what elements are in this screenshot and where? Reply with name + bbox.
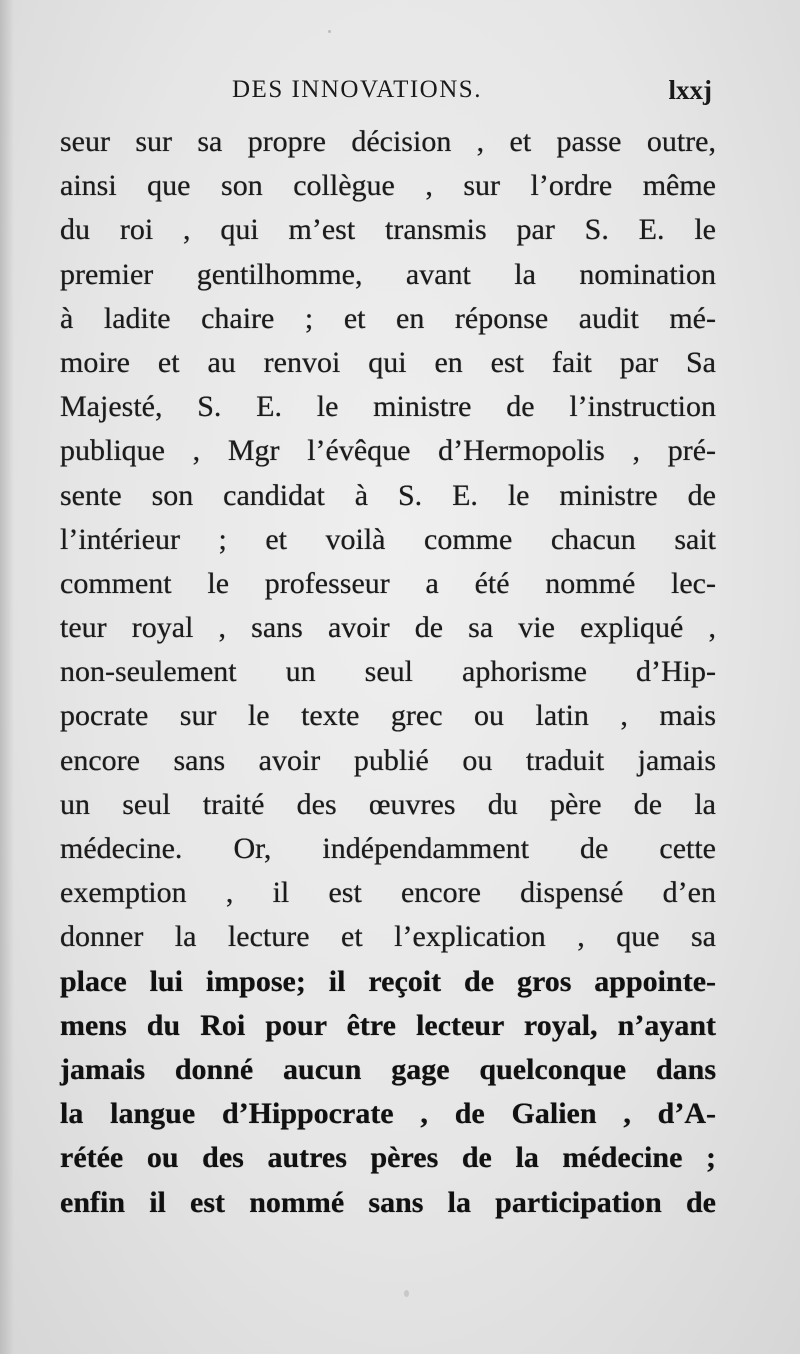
text-line: mens du Roi pour être lecteur royal, n’ayant — [60, 1008, 716, 1042]
text-line: médecine. Or, indépendamment de cette — [60, 832, 716, 865]
text-line: un seul traité des œuvres du père de la — [60, 787, 716, 821]
text-line: comment le professeur a été nommé lec- — [60, 566, 716, 600]
text-line: enfin il est nommé sans la participation de — [60, 1185, 716, 1219]
page-speck — [328, 30, 331, 33]
text-line: non-seulement un seul aphorisme d’Hip- — [60, 655, 716, 689]
page-speck — [404, 1290, 409, 1297]
text-line: Majesté, S. E. le ministre de l’instruction — [60, 390, 716, 424]
body-text — [60, 120, 716, 1225]
text-line: moire et au renvoi qui en est fait par Sa — [60, 345, 716, 379]
text-line: la langue d’Hippocrate , de Galien , d’A- — [60, 1097, 716, 1131]
page-number: lxxj — [668, 75, 712, 105]
text-line: seur sur sa propre décision , et passe outre, — [60, 125, 716, 158]
text-line: place lui impose; il reçoit de gros appointe- — [60, 964, 716, 998]
text-line: à ladite chaire ; et en réponse audit mé- — [60, 301, 716, 335]
text-line: du roi , qui m’est transmis par S. E. le — [60, 213, 716, 247]
text-line: premier gentilhomme, avant la nomination — [60, 257, 716, 291]
text-line: ainsi que son collègue , sur l’ordre même — [60, 169, 716, 203]
text-line: rétée ou des autres pères de la médecine ; — [60, 1141, 716, 1175]
text-line: sente son candidat à S. E. le ministre de — [60, 478, 716, 512]
text-line: jamais donné aucun gage quelconque dans — [60, 1052, 716, 1086]
text-line: teur royal , sans avoir de sa vie expliqué , — [60, 611, 716, 645]
text-line: publique , Mgr l’évêque d’Hermopolis , pré- — [60, 434, 716, 468]
text-line: exemption , il est encore dispensé d’en — [60, 876, 716, 910]
text-line: donner la lecture et l’explication , que sa — [60, 920, 716, 954]
running-head — [0, 70, 800, 110]
text-line: encore sans avoir publié ou traduit jamais — [60, 743, 716, 777]
text-line: pocrate sur le texte grec ou latin , mais — [60, 699, 716, 733]
text-line: l’intérieur ; et voilà comme chacun sait — [60, 522, 716, 556]
running-title: DES INNOVATIONS. — [232, 76, 482, 103]
